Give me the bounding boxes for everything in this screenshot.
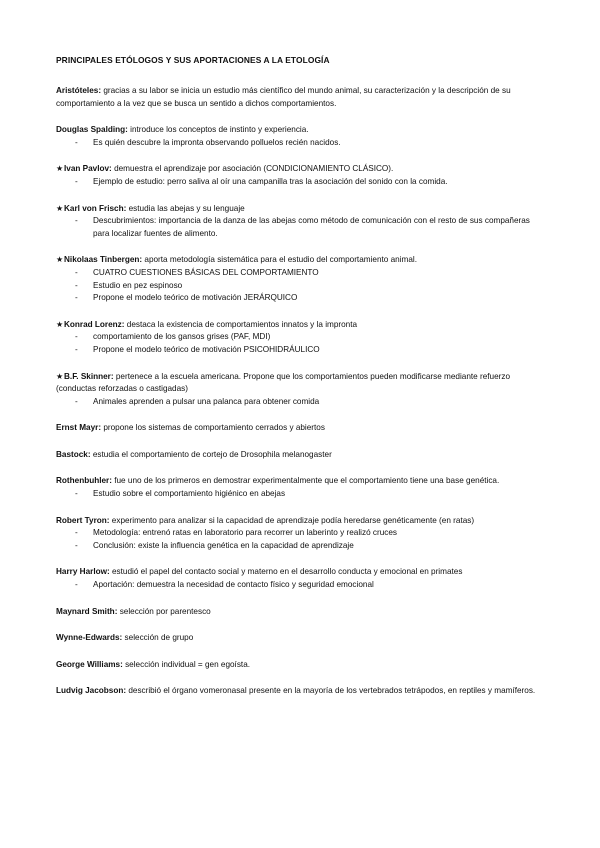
- ethologist-name: Harry Harlow:: [56, 567, 110, 577]
- ethologists-list: [56, 85, 544, 698]
- list-item: [56, 540, 544, 553]
- entry-paragraph: [56, 371, 544, 396]
- list-item: [56, 527, 544, 540]
- ethologist-entry: [56, 163, 544, 188]
- list-item: [56, 396, 544, 409]
- ethologist-entry: [56, 515, 544, 553]
- ethologist-name: Maynard Smith:: [56, 606, 118, 616]
- detail-list: [56, 331, 544, 356]
- detail-list: [56, 527, 544, 552]
- star-icon: ★: [56, 203, 64, 213]
- entry-paragraph: [56, 566, 544, 579]
- ethologist-name: Rothenbuhler:: [56, 476, 112, 486]
- detail-text: Estudio sobre el comportamiento higiénico en abejas: [93, 489, 286, 499]
- contribution-text: aporta metodología sistemática para el estudio del comportamiento animal.: [142, 255, 417, 265]
- contribution-text: gracias a su labor se inicia un estudio más científico del mundo animal, su caracterización y la descripción de su comportamiento a la vez que se busca un sentido a dichos comportamientos.: [56, 86, 511, 108]
- document-title: PRINCIPALES ETÓLOGOS Y SUS APORTACIONES A LA ETOLOGÍA: [56, 55, 330, 65]
- detail-list: [56, 137, 544, 150]
- ethologist-name: Robert Tyron:: [56, 515, 110, 525]
- entry-paragraph: [56, 85, 544, 110]
- entry-paragraph: [56, 515, 544, 528]
- dash-bullet-icon: -: [75, 216, 78, 226]
- detail-text: Propone el modelo teórico de motivación PSICOHIDRÁULICO: [93, 344, 320, 354]
- detail-list: [56, 267, 544, 305]
- ethologist-name: Wynne-Edwards:: [56, 633, 123, 643]
- entry-paragraph: [56, 632, 544, 645]
- detail-list: [56, 488, 544, 501]
- ethologist-entry: [56, 449, 544, 462]
- ethologist-entry: [56, 371, 544, 409]
- list-item: [56, 344, 544, 357]
- dash-bullet-icon: -: [75, 176, 78, 186]
- contribution-text: introduce los conceptos de instinto y experiencia.: [127, 125, 309, 135]
- contribution-text: selección de grupo: [122, 633, 194, 643]
- contribution-text: estudió el papel del contacto social y materno en el desarrollo conducta y emocional en primates: [109, 567, 463, 577]
- dash-bullet-icon: -: [75, 344, 78, 354]
- dash-bullet-icon: -: [75, 528, 78, 538]
- dash-bullet-icon: -: [75, 137, 78, 147]
- detail-list: [56, 579, 544, 592]
- contribution-text: estudia las abejas y su lenguaje: [126, 203, 245, 213]
- detail-text: Descubrimientos: importancia de la danza de las abejas como método de comunicación con el resto de sus compañeras para localizar fuentes de alimento.: [93, 216, 530, 238]
- entry-paragraph: [56, 124, 544, 137]
- dash-bullet-icon: -: [75, 293, 78, 303]
- detail-text: Metodología: entrenó ratas en laboratorio para recorrer un laberinto y realizó cruces: [93, 528, 398, 538]
- detail-text: Aportación: demuestra la necesidad de contacto físico y seguridad emocional: [93, 580, 374, 590]
- detail-text: comportamiento de los gansos grises (PAF, MDI): [93, 332, 271, 342]
- detail-list: [56, 215, 544, 240]
- star-icon: ★: [56, 371, 64, 381]
- dash-bullet-icon: -: [75, 267, 78, 277]
- detail-text: Estudio en pez espinoso: [93, 280, 183, 290]
- list-item: [56, 331, 544, 344]
- list-item: [56, 215, 544, 240]
- ethologist-entry: [56, 319, 544, 357]
- ethologist-name: B.F. Skinner:: [64, 371, 114, 381]
- entry-paragraph: [56, 203, 544, 216]
- star-icon: ★: [56, 255, 64, 265]
- ethologist-name: Bastock:: [56, 449, 91, 459]
- ethologist-entry: [56, 632, 544, 645]
- star-icon: ★: [56, 319, 64, 329]
- list-item: [56, 488, 544, 501]
- detail-text: Conclusión: existe la influencia genética en la capacidad de aprendizaje: [93, 540, 354, 550]
- contribution-text: describió el órgano vomeronasal presente en la mayoría de los vertebrados tetrápodos, en reptiles y mamíferos.: [126, 686, 536, 696]
- list-item: [56, 176, 544, 189]
- entry-paragraph: [56, 422, 544, 435]
- contribution-text: destaca la existencia de comportamientos innatos y la impronta: [124, 319, 358, 329]
- contribution-text: propone los sistemas de comportamiento cerrados y abiertos: [101, 423, 325, 433]
- contribution-text: experimento para analizar si la capacidad de aprendizaje podía heredarse genéticamente (en ratas): [109, 515, 475, 525]
- list-item: [56, 579, 544, 592]
- entry-paragraph: [56, 319, 544, 332]
- ethologist-name: Ernst Mayr:: [56, 423, 102, 433]
- detail-text: Propone el modelo teórico de motivación JERÁRQUICO: [93, 293, 298, 303]
- dash-bullet-icon: -: [75, 540, 78, 550]
- ethologist-name: Ludvig Jacobson:: [56, 686, 127, 696]
- dash-bullet-icon: -: [75, 332, 78, 342]
- star-icon: ★: [56, 164, 64, 174]
- ethologist-name: Douglas Spalding:: [56, 125, 128, 135]
- ethologist-name: Aristóteles:: [56, 86, 102, 95]
- ethologist-entry: [56, 475, 544, 500]
- contribution-text: pertenece a la escuela americana. Propone que los comportamientos pueden modificarse mediante refuerzo (conductas reforzadas o castigadas): [56, 371, 511, 394]
- detail-list: [56, 176, 544, 189]
- ethologist-name: Ivan Pavlov:: [64, 164, 112, 174]
- entry-paragraph: [56, 659, 544, 672]
- ethologist-name: Nikolaas Tinbergen:: [64, 255, 143, 265]
- ethologist-entry: [56, 254, 544, 304]
- ethologist-name: Konrad Lorenz:: [64, 319, 125, 329]
- detail-text: CUATRO CUESTIONES BÁSICAS DEL COMPORTAMIENTO: [93, 267, 319, 277]
- entry-paragraph: [56, 449, 544, 462]
- detail-text: Ejemplo de estudio: perro saliva al oír una campanilla tras la asociación del sonido con la comida.: [93, 176, 448, 186]
- contribution-text: selección por parentesco: [117, 606, 211, 616]
- dash-bullet-icon: -: [75, 396, 78, 406]
- ethologist-name: George Williams:: [56, 659, 123, 669]
- list-item: [56, 137, 544, 150]
- ethologist-entry: [56, 422, 544, 435]
- entry-paragraph: [56, 606, 544, 619]
- dash-bullet-icon: -: [75, 580, 78, 590]
- contribution-text: fue uno de los primeros en demostrar experimentalmente que el comportamiento tiene una base genética.: [111, 476, 500, 486]
- dash-bullet-icon: -: [75, 280, 78, 290]
- ethologist-entry: [56, 606, 544, 619]
- list-item: [56, 280, 544, 293]
- detail-text: Es quién descubre la impronta observando polluelos recién nacidos.: [93, 137, 341, 147]
- dash-bullet-icon: -: [75, 489, 78, 499]
- detail-text: Animales aprenden a pulsar una palanca para obtener comida: [93, 396, 320, 406]
- ethologist-entry: [56, 203, 544, 241]
- list-item: [56, 292, 544, 305]
- entry-paragraph: [56, 475, 544, 488]
- detail-list: [56, 396, 544, 409]
- ethologist-entry: [56, 85, 544, 110]
- entry-paragraph: [56, 254, 544, 267]
- ethologist-name: Karl von Frisch:: [64, 203, 127, 213]
- ethologist-entry: [56, 124, 544, 149]
- entry-paragraph: [56, 685, 544, 698]
- contribution-text: demuestra el aprendizaje por asociación (CONDICIONAMIENTO CLÁSICO).: [111, 164, 394, 174]
- ethologist-entry: [56, 685, 544, 698]
- list-item: [56, 267, 544, 280]
- contribution-text: estudia el comportamiento de cortejo de Drosophila melanogaster: [90, 449, 332, 459]
- entry-paragraph: [56, 163, 544, 176]
- contribution-text: selección individual = gen egoísta.: [122, 659, 251, 669]
- ethologist-entry: [56, 566, 544, 591]
- ethologist-entry: [56, 659, 544, 672]
